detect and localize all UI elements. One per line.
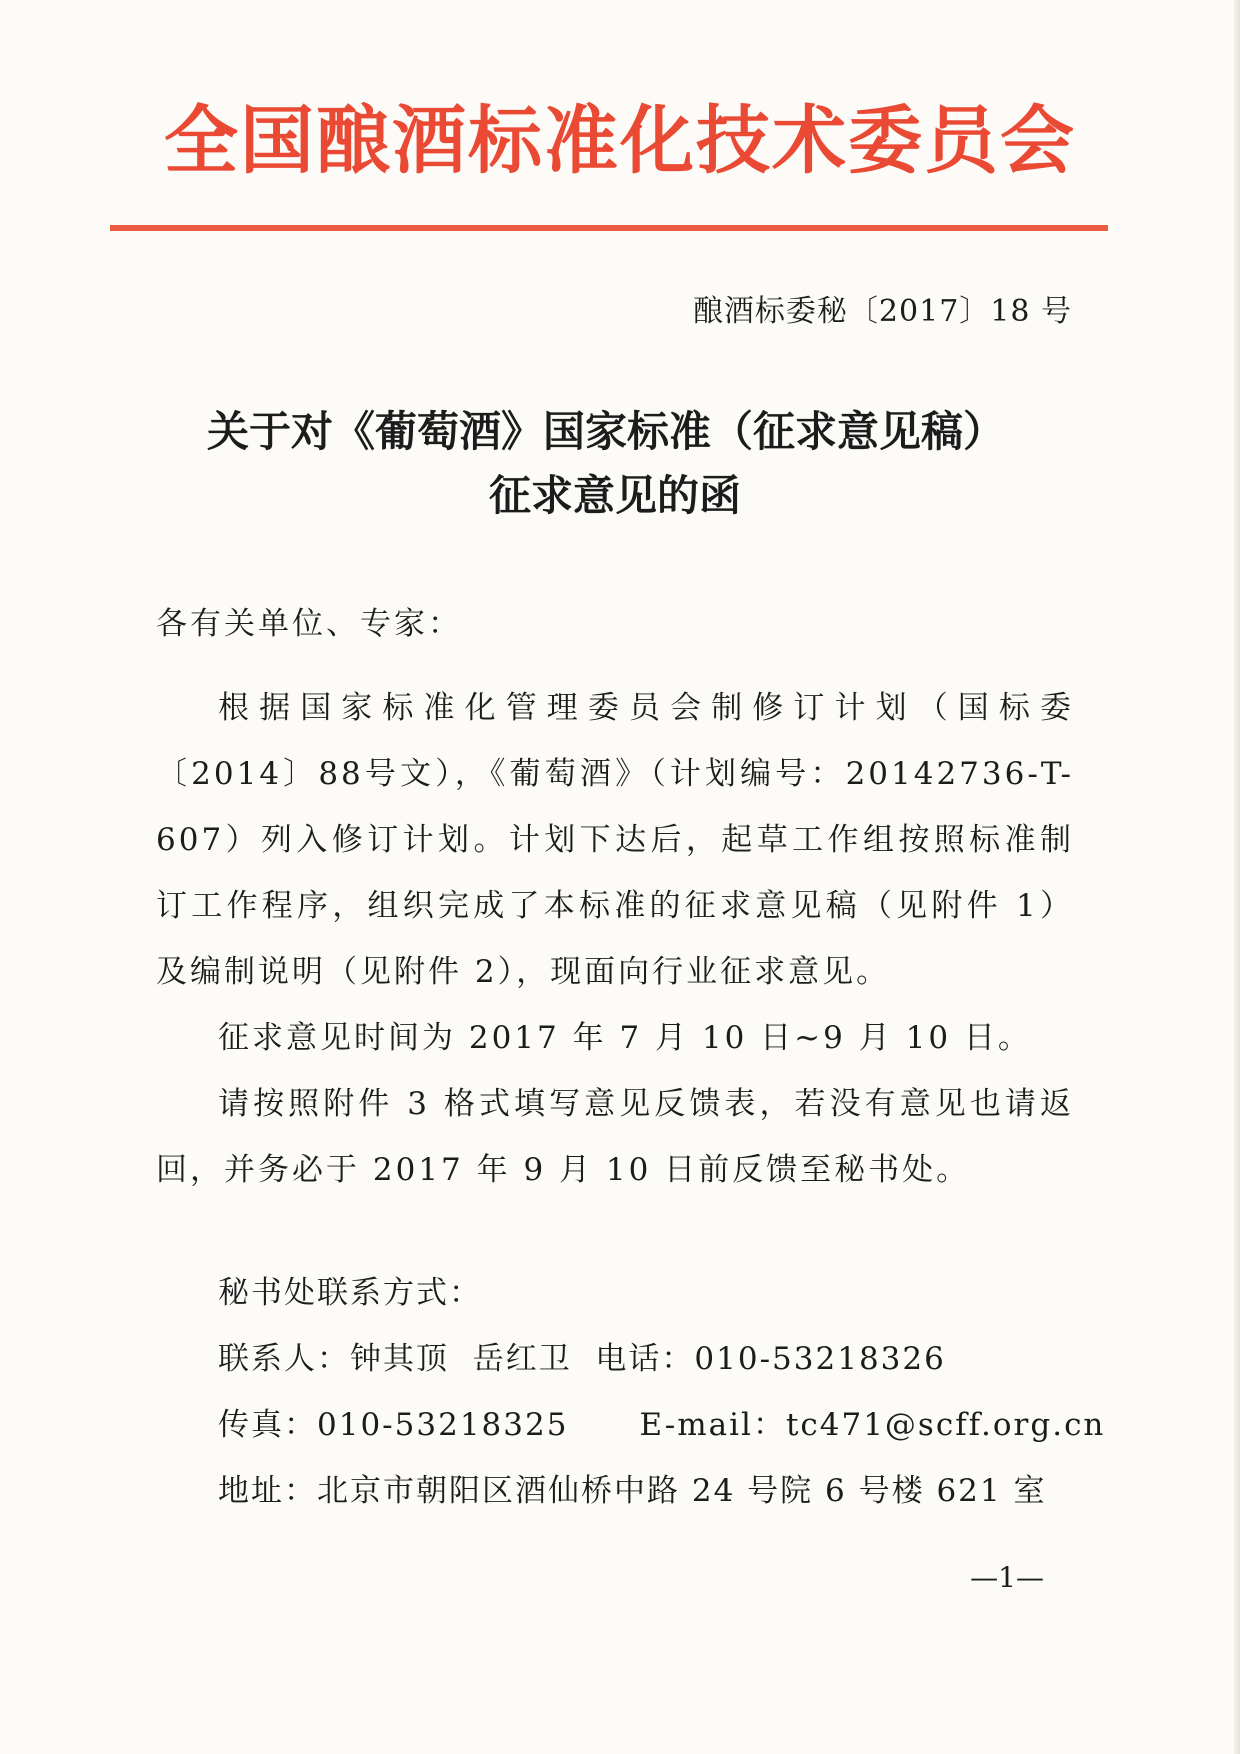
body-paragraph: 根据国家标准化管理委员会制修订计划（国标委〔2014〕88号文），《葡萄酒》（计划编号：20142736-T-607）列入修订计划。计划下达后，起草工作组按照标准制订工作程序，组织完成了本标准的征求意见稿（见附件 1）及编制说明（见附件 2），现面向行业征求意见。 xyxy=(156,690,1074,990)
scan-edge xyxy=(1234,0,1240,1754)
salutation: 各有关单位、专家： xyxy=(156,606,462,642)
contact-fax-email: 传真：010-53218325 E-mail：tc471@scff.org.cn xyxy=(218,1407,1106,1443)
letter-body xyxy=(156,675,1074,1203)
masthead-divider xyxy=(110,225,1108,231)
title-line-2: 征求意见的函 xyxy=(488,471,741,520)
document-number: 酿酒标委秘〔2017〕18 号 xyxy=(692,294,1072,329)
contact-person: 联系人：钟其顶 岳红卫 电话：010-53218326 xyxy=(218,1341,946,1377)
body-paragraph: 征求意见时间为 2017 年 7 月 10 日~9 月 10 日。 xyxy=(218,1020,1032,1056)
document-title xyxy=(0,400,1240,528)
contact-heading: 秘书处联系方式： xyxy=(218,1275,482,1311)
masthead-org-name: 全国酿酒标准化技术委员会 xyxy=(164,98,1076,184)
title-line-1: 关于对《葡萄酒》国家标准（征求意见稿） xyxy=(206,407,1005,456)
page-number: —1— xyxy=(970,1561,1044,1594)
contact-block xyxy=(218,1260,1105,1524)
body-paragraph: 请按照附件 3 格式填写意见反馈表，若没有意见也请返回，并务必于 2017 年 9 月 10 日前反馈至秘书处。 xyxy=(156,1086,1074,1188)
contact-address: 地址：北京市朝阳区酒仙桥中路 24 号院 6 号楼 621 室 xyxy=(218,1473,1047,1509)
